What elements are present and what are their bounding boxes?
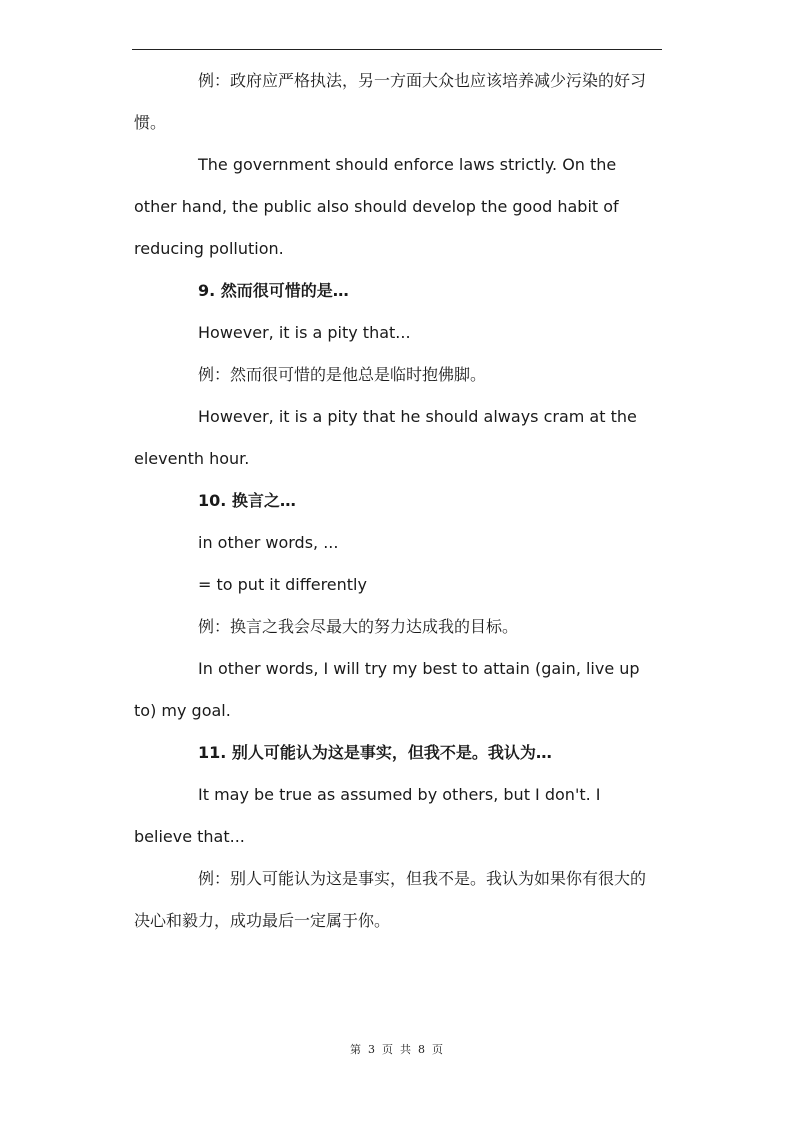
paragraph: It may be true as assumed by others, but I don't. I believe that... bbox=[134, 785, 601, 846]
footer-total-prefix: 共 bbox=[400, 1043, 412, 1056]
footer-current-page: 3 bbox=[368, 1043, 376, 1056]
paragraph: 例：政府应严格执法，另一方面大众也应该培养减少污染的好习惯。 bbox=[134, 71, 647, 132]
footer-suffix: 页 bbox=[432, 1043, 444, 1056]
paragraph: In other words, I will try my best to attain (gain, live up to) my goal. bbox=[134, 659, 640, 720]
paragraph: However, it is a pity that... bbox=[198, 323, 411, 342]
paragraph: = to put it differently bbox=[198, 575, 367, 594]
paragraph: in other words, ... bbox=[198, 533, 339, 552]
footer-page-word: 页 bbox=[382, 1043, 394, 1056]
footer-prefix: 第 bbox=[350, 1043, 362, 1056]
section-heading: 10. 换言之… bbox=[198, 491, 296, 510]
header-rule bbox=[132, 49, 662, 50]
paragraph: The government should enforce laws strictly. On the other hand, the public also should develop the good habit of reducing pollution. bbox=[134, 155, 619, 258]
paragraph: However, it is a pity that he should always cram at the eleventh hour. bbox=[134, 407, 637, 468]
paragraph: 例：换言之我会尽最大的努力达成我的目标。 bbox=[198, 617, 519, 636]
page-footer bbox=[0, 1041, 794, 1057]
document-body bbox=[134, 60, 652, 942]
footer-total-pages: 8 bbox=[418, 1043, 426, 1056]
paragraph: 例：然而很可惜的是他总是临时抱佛脚。 bbox=[198, 365, 487, 384]
paragraph: 例：别人可能认为这是事实，但我不是。我认为如果你有很大的决心和毅力，成功最后一定属于你。 bbox=[134, 869, 647, 930]
section-heading: 9. 然而很可惜的是… bbox=[198, 281, 349, 300]
section-heading: 11. 别人可能认为这是事实，但我不是。我认为… bbox=[198, 743, 552, 762]
